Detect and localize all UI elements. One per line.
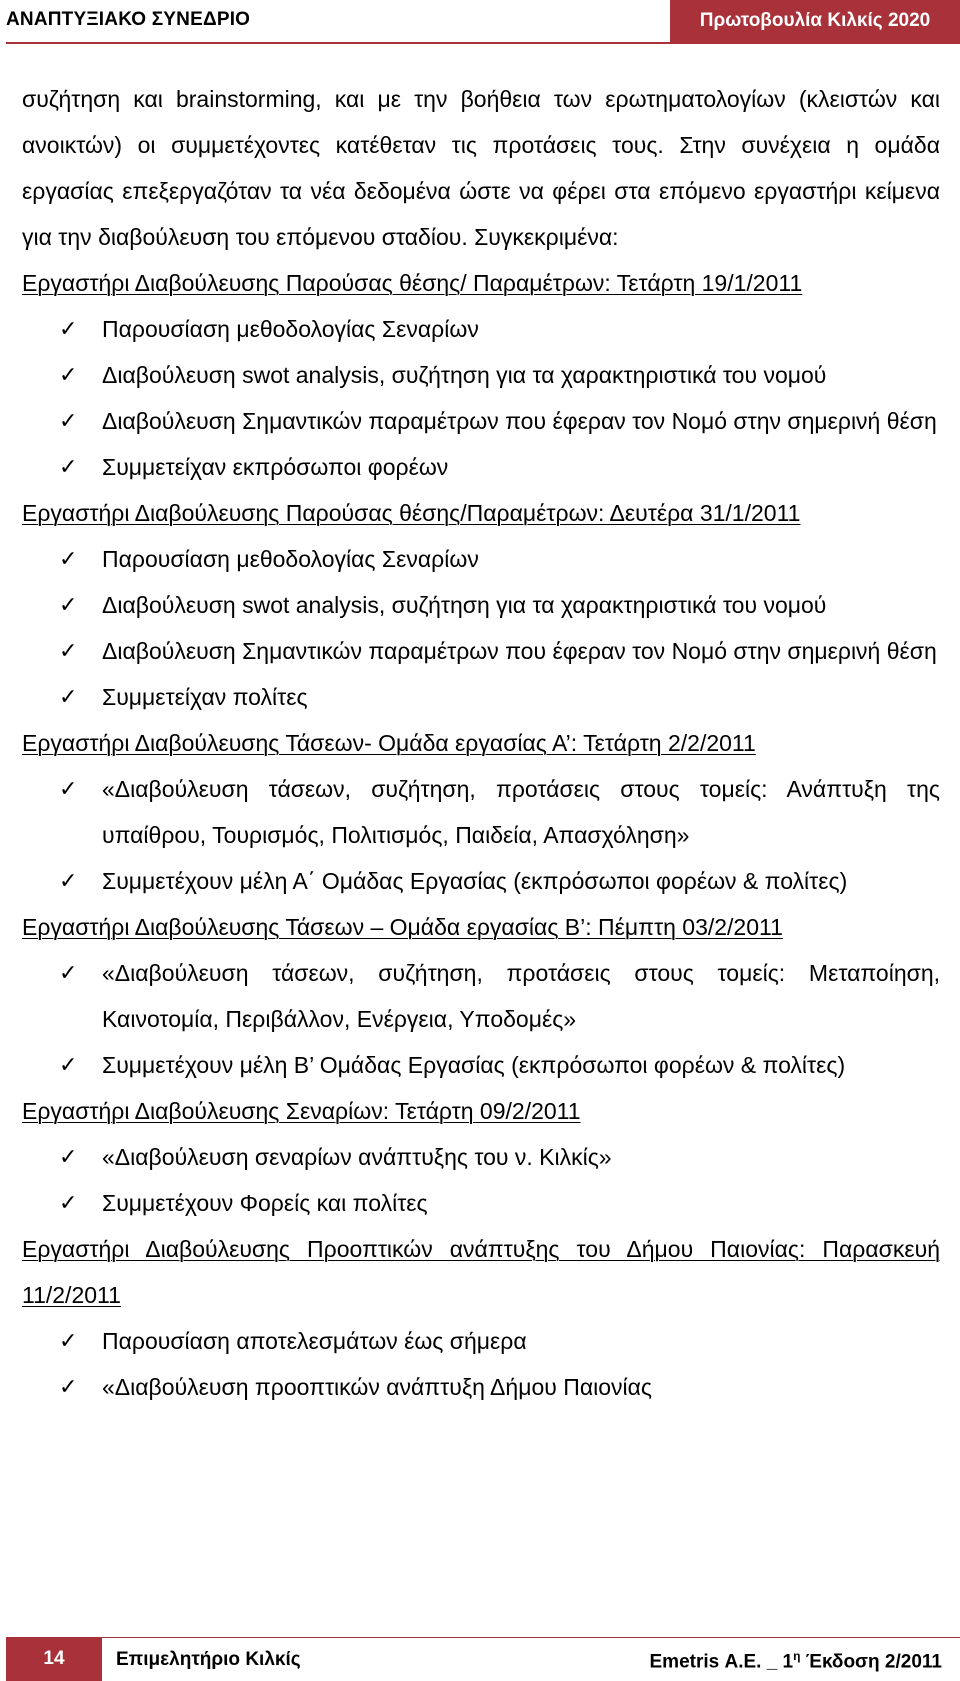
item-text: Συμμετέχουν μέλη Α΄ Ομάδας Εργασίας (εκπρόσωποι φορέων & πολίτες) <box>102 868 848 894</box>
list-item <box>22 582 940 628</box>
edition-end: Έκδοση 2/2011 <box>800 1651 942 1673</box>
header-divider <box>6 42 960 44</box>
list-item <box>22 352 940 398</box>
checkmark-icon: ✓ <box>59 960 78 985</box>
item-text: «Διαβούλευση σεναρίων ανάπτυξης του ν. Κιλκίς» <box>102 1144 612 1170</box>
checkmark-icon: ✓ <box>59 592 78 617</box>
checkmark-icon: ✓ <box>59 408 78 433</box>
checkmark-icon: ✓ <box>59 868 78 893</box>
page-header <box>0 0 960 44</box>
list-item <box>22 444 940 490</box>
checkmark-icon: ✓ <box>59 776 78 801</box>
checkmark-icon: ✓ <box>59 546 78 571</box>
item-text: Συμμετείχαν πολίτες <box>102 684 308 710</box>
list-item <box>22 1364 940 1410</box>
list-item <box>22 1134 940 1180</box>
edition-main: Emetris Α.Ε. _ 1 <box>649 1651 794 1673</box>
checkmark-icon: ✓ <box>59 1328 78 1353</box>
workshop-list <box>22 766 940 904</box>
workshop-list <box>22 950 940 1088</box>
list-item <box>22 766 940 858</box>
list-item <box>22 858 940 904</box>
workshop-heading: Εργαστήρι Διαβούλευσης Σεναρίων: Τετάρτη 09/2/2011 <box>22 1098 581 1124</box>
checkmark-icon: ✓ <box>59 684 78 709</box>
list-item <box>22 628 940 674</box>
workshop-section-5 <box>22 1088 940 1226</box>
initiative-banner: Πρωτοβουλία Κιλκίς 2020 <box>670 0 960 42</box>
publisher-name: Επιμελητήριο Κιλκίς <box>116 1649 301 1670</box>
workshop-heading: Εργαστήρι Διαβούλευσης Παρούσας θέσης/Παραμέτρων: Δευτέρα 31/1/2011 <box>22 500 801 526</box>
edition-superscript: η <box>793 1649 801 1663</box>
workshop-section-2 <box>22 490 940 720</box>
checkmark-icon: ✓ <box>59 362 78 387</box>
list-item <box>22 950 940 1042</box>
item-text: Παρουσίαση μεθοδολογίας Σεναρίων <box>102 316 479 342</box>
workshop-section-6 <box>22 1226 940 1410</box>
item-text: Διαβούλευση swot analysis, συζήτηση για τα χαρακτηριστικά του νομού <box>102 592 827 618</box>
workshop-section-4 <box>22 904 940 1088</box>
checkmark-icon: ✓ <box>59 638 78 663</box>
item-text: Διαβούλευση swot analysis, συζήτηση για τα χαρακτηριστικά του νομού <box>102 362 827 388</box>
list-item <box>22 674 940 720</box>
list-item <box>22 1180 940 1226</box>
item-text: Συμμετέχουν Φορείς και πολίτες <box>102 1190 428 1216</box>
checkmark-icon: ✓ <box>59 316 78 341</box>
checkmark-icon: ✓ <box>59 1374 78 1399</box>
item-text: Διαβούλευση Σημαντικών παραμέτρων που έφεραν τον Νομό στην σημερινή θέση <box>102 638 937 664</box>
list-item <box>22 536 940 582</box>
item-text: «Διαβούλευση τάσεων, συζήτηση, προτάσεις στους τομείς: Μεταποίηση, Καινοτομία, Περιβάλλον, Ενέργεια, Υποδομές» <box>102 960 940 1032</box>
item-text: Συμμετείχαν εκπρόσωποι φορέων <box>102 454 449 480</box>
edition-info <box>650 1649 943 1673</box>
item-text: Παρουσίαση μεθοδολογίας Σεναρίων <box>102 546 479 572</box>
list-item <box>22 1042 940 1088</box>
list-item <box>22 1318 940 1364</box>
workshop-heading: Εργαστήρι Διαβούλευσης Προοπτικών ανάπτυξης του Δήμου Παιονίας: Παρασκευή 11/2/2011 <box>22 1236 940 1308</box>
workshop-list <box>22 1134 940 1226</box>
page-number: 14 <box>6 1637 102 1681</box>
item-text: Διαβούλευση Σημαντικών παραμέτρων που έφεραν τον Νομό στην σημερινή θέση <box>102 408 937 434</box>
checkmark-icon: ✓ <box>59 1052 78 1077</box>
workshop-heading: Εργαστήρι Διαβούλευσης Τάσεων- Ομάδα εργασίας Α’: Τετάρτη 2/2/2011 <box>22 730 756 756</box>
checkmark-icon: ✓ <box>59 1144 78 1169</box>
item-text: «Διαβούλευση τάσεων, συζήτηση, προτάσεις στους τομείς: Ανάπτυξη της υπαίθρου, Τουρισμός, Πολιτισμός, Παιδεία, Απασχόληση» <box>102 776 940 848</box>
footer-divider <box>102 1637 960 1638</box>
intro-paragraph: συζήτηση και brainstorming, και με την βοήθεια των ερωτηματολογίων (κλειστών και ανοικτών) οι συμμετέχοντες κατέθεταν τις προτάσεις τους. Στην συνέχεια η ομάδα εργασίας επεξεργαζόταν τα νέα δεδομένα ώστε να φέρει στα επόμενο εργαστήρι κείμενα για την διαβούλευση του επόμενου σταδίου. Συγκεκριμένα: <box>22 86 940 250</box>
conference-title: ΑΝΑΠΤΥΞΙΑΚΟ ΣΥΝΕΔΡΙΟ <box>6 9 251 30</box>
page-footer <box>0 1637 960 1681</box>
workshop-list <box>22 536 940 720</box>
workshop-list <box>22 1318 940 1410</box>
workshop-heading: Εργαστήρι Διαβούλευσης Τάσεων – Ομάδα εργασίας Β’: Πέμπτη 03/2/2011 <box>22 914 783 940</box>
list-item <box>22 306 940 352</box>
document-body <box>22 76 940 1410</box>
workshop-section-3 <box>22 720 940 904</box>
checkmark-icon: ✓ <box>59 1190 78 1215</box>
checkmark-icon: ✓ <box>59 454 78 479</box>
workshop-section-1 <box>22 260 940 490</box>
list-item <box>22 398 940 444</box>
item-text: «Διαβούλευση προοπτικών ανάπτυξη Δήμου Παιονίας <box>102 1374 653 1400</box>
item-text: Παρουσίαση αποτελεσμάτων έως σήμερα <box>102 1328 527 1354</box>
item-text: Συμμετέχουν μέλη Β’ Ομάδας Εργασίας (εκπρόσωποι φορέων & πολίτες) <box>102 1052 846 1078</box>
workshop-list <box>22 306 940 490</box>
workshop-heading: Εργαστήρι Διαβούλευσης Παρούσας θέσης/ Παραμέτρων: Τετάρτη 19/1/2011 <box>22 270 803 296</box>
